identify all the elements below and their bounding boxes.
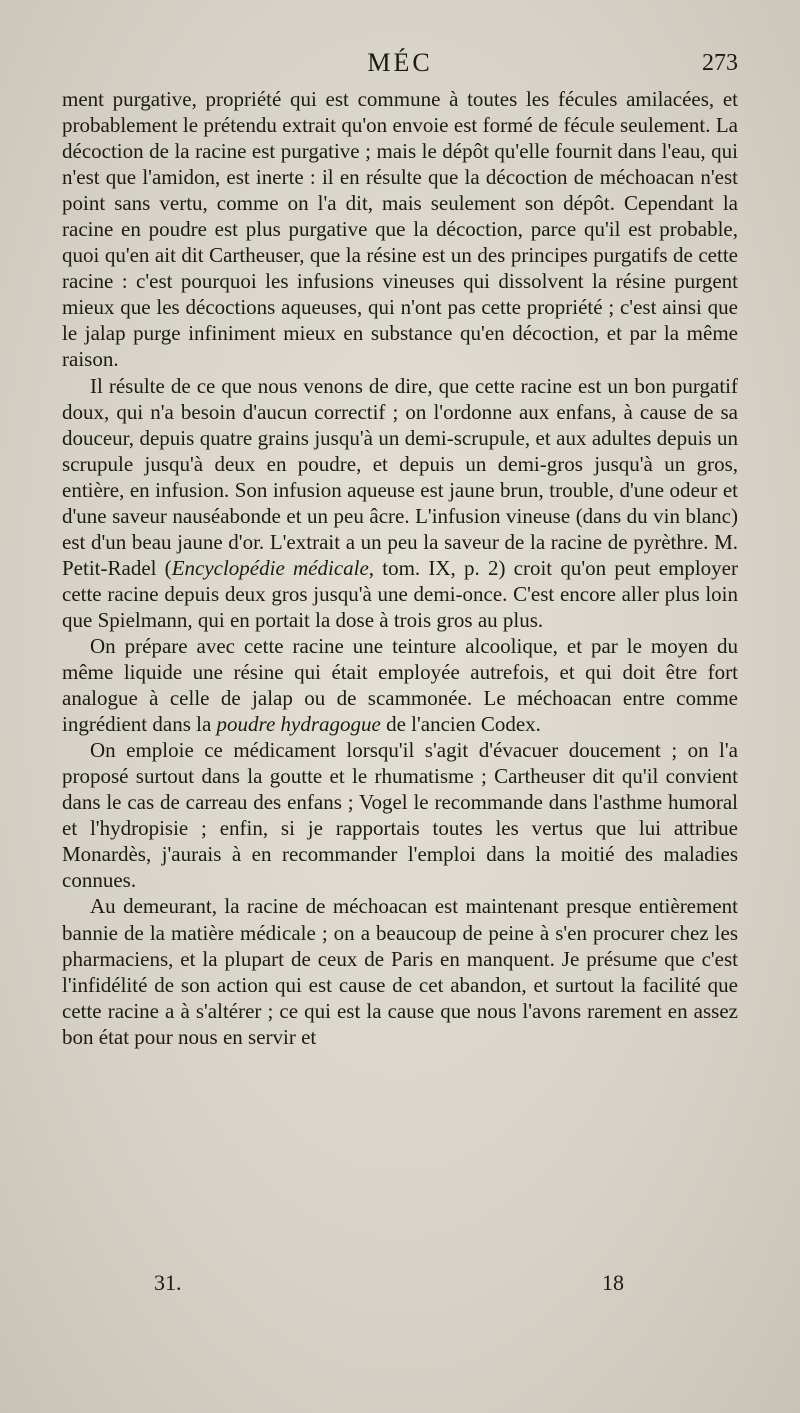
signature-number: 18 bbox=[602, 1270, 624, 1295]
page-footer bbox=[62, 1270, 738, 1300]
running-head-title: MÉC bbox=[367, 48, 433, 77]
paragraph-text: , tom. IX, p. 2) croit qu'on peut employer cette racine depuis deux gros jusqu'à une demi-once. C'est encore aller plus loin que Spielmann, qui en portait la dose à trois gros au plus. bbox=[62, 555, 738, 632]
paragraph bbox=[62, 633, 738, 737]
paragraph-text: Au demeurant, la racine de méchoacan est maintenant presque entièrement bannie de la matière médicale ; on a beaucoup de peine à s'en procurer chez les pharmaciens, et la plupart de ceux de Paris en manquent. Je présume que c'est l'infidélité de son action qui est cause de cet abandon, et surtout la facilité que cette racine a à s'altérer ; ce qui est la cause que nous l'avons rarement en assez bon état pour nous en servir et bbox=[62, 894, 738, 1049]
paragraph-text: ment purgative, propriété qui est commune à toutes les fécules amilacées, et probablement le prétendu extrait qu'on envoie est formé de fécule seulement. La décoction de la racine est purgative ; mais le dépôt qu'elle fournit dans l'eau, qui n'est que l'amidon, est inerte : il en résulte que la décoction de méchoacan n'est point sans vertu, comme on l'a dit, mais seulement son dépôt. Cependant la racine en poudre est plus purgative que la décoction, parce qu'il est probable, quoi qu'en ait dit Cartheuser, que la résine est un des principes purgatifs de cette racine : c'est pourquoi les infusions vineuses qui dissolvent la résine purgent mieux que les décoctions aqueuses, qui n'ont pas cette propriété ; c'est ainsi que le jalap purge infiniment mieux en substance qu'en décoction, et par la même raison. bbox=[62, 87, 738, 372]
paragraph-text: On emploie ce médicament lorsqu'il s'agit d'évacuer doucement ; on l'a proposé surtout dans la goutte et le rhumatisme ; Cartheuser dit qu'il convient dans le cas de carreau des enfans ; Vogel le recommande dans l'asthme humoral et l'hydropisie ; enfin, si je rapportais toutes les vertus que lui attribue Monardès, j'aurais à en recommander l'emploi dans la moitié des maladies connues. bbox=[62, 738, 738, 893]
italic-title: Encyclopédie médicale bbox=[171, 555, 369, 580]
italic-title: poudre hydragogue bbox=[216, 712, 381, 737]
body-text bbox=[62, 86, 738, 1050]
paragraph bbox=[62, 373, 738, 633]
paragraph-text: On prépare avec cette racine une teinture alcoolique, et par le moyen du même liquide une résine qui était employée autrefois, et qui doit être fort analogue à celle de jalap ou de scammonée. Le méchoacan entre comme ingrédient dans la bbox=[62, 633, 738, 737]
paragraph bbox=[62, 86, 738, 373]
paragraph bbox=[62, 737, 738, 893]
running-head bbox=[62, 48, 738, 88]
signature-mark: 31. bbox=[154, 1270, 182, 1295]
page-number: 273 bbox=[702, 50, 738, 76]
paragraph-text: Il résulte de ce que nous venons de dire, que cette racine est un bon purgatif doux, qui n'a besoin d'aucun correctif ; on l'ordonne aux enfans, à cause de sa douceur, depuis quatre grains jusqu'à un demi-scrupule, et aux adultes depuis un scrupule jusqu'à deux en poudre, et depuis un demi-gros jusqu'à un gros, entière, en infusion. Son infusion aqueuse est jaune brun, trouble, d'une odeur et d'une saveur nauséabonde et un peu âcre. L'infusion vineuse (dans du vin blanc) est d'un beau jaune d'or. L'extrait a un peu la saveur de la racine de pyrèthre. M. Petit-Radel ( bbox=[62, 373, 738, 580]
paragraph-text: de l'ancien Codex. bbox=[380, 712, 541, 737]
paragraph bbox=[62, 893, 738, 1049]
